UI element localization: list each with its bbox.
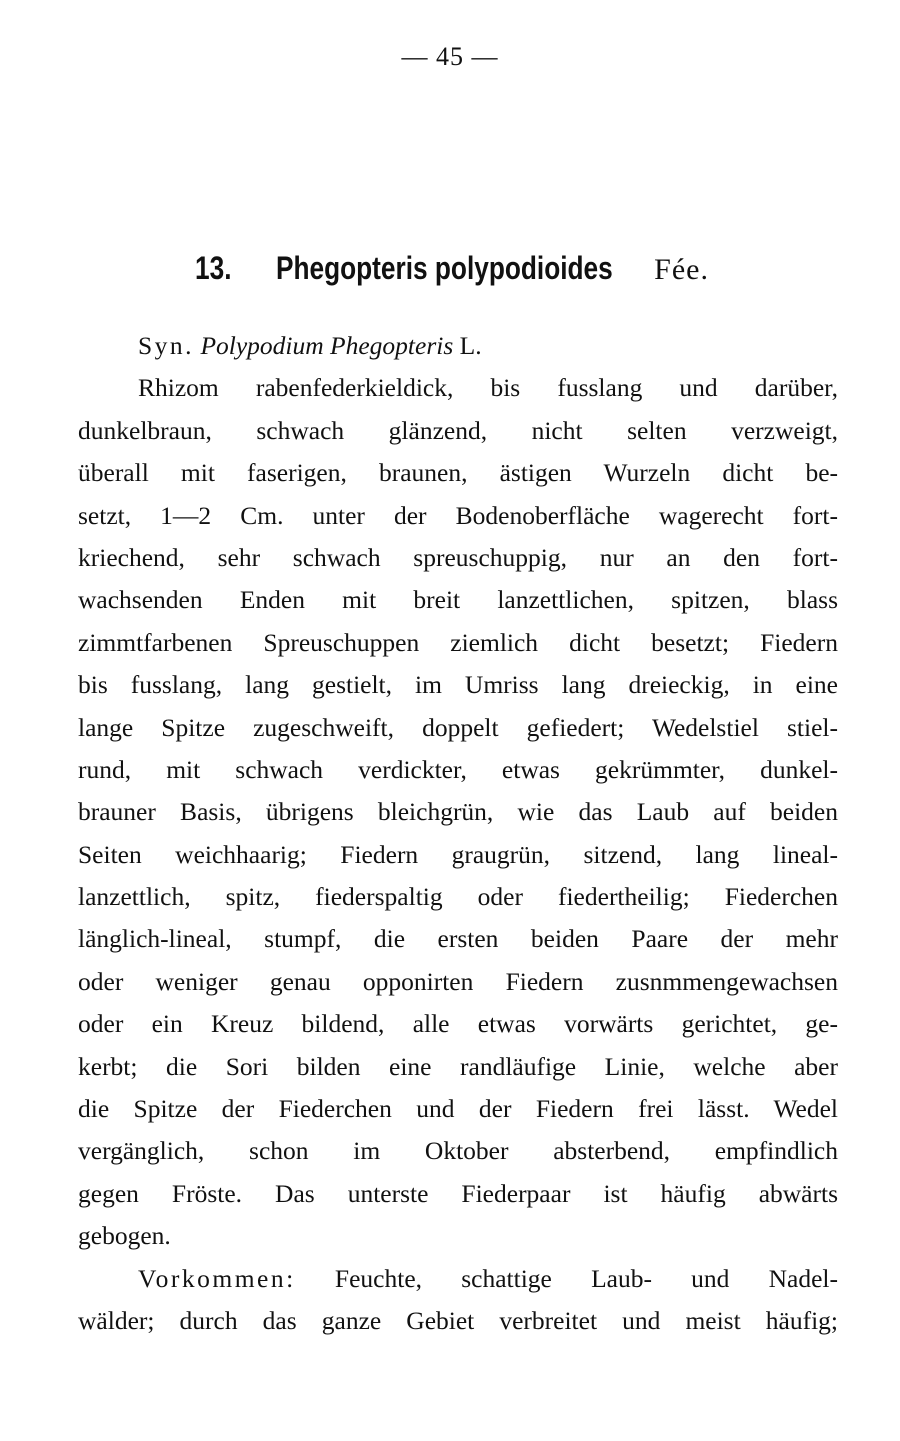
text-line: oder ein Kreuz bildend, alle etwas vorwärts gerichtet, ge- [78, 1009, 838, 1039]
occurrence-line [78, 1258, 838, 1300]
text-line: gegen Fröste. Das unterste Fiederpaar ist häufig abwärts [78, 1178, 838, 1208]
synonym-line [78, 325, 838, 367]
page-number: — 45 — [401, 42, 499, 71]
synonym-name: Polypodium Phegopteris [200, 331, 454, 360]
text-line: vergänglich, schon im Oktober absterbend, empfindlich [78, 1136, 838, 1166]
text-line: Seiten weichhaarig; Fiedern graugrün, sitzend, lang lineal- [78, 839, 838, 869]
text-line: dunkelbraun, schwach glänzend, nicht selten verzweigt, [78, 415, 838, 445]
species-name: Phegopteris polypodioides [276, 250, 614, 286]
text-line: wachsenden Enden mit breit lanzettlichen, spitzen, blass [78, 585, 838, 615]
text-line: die Spitze der Fiederchen und der Fiedern frei lässt. Wedel [78, 1094, 838, 1124]
text-line: oder weniger genau opponirten Fiedern zusnmmengewachsen [78, 966, 838, 996]
species-heading [0, 250, 900, 287]
text-line: kerbt; die Sori bilden eine randläufige Linie, welche aber [78, 1051, 838, 1081]
text-line: zimmtfarbenen Spreuschuppen ziemlich dicht besetzt; Fiedern [78, 627, 838, 657]
synonym-author: L. [459, 331, 482, 360]
text-line: rund, mit schwach verdickter, etwas gekrümmter, dunkel- [78, 754, 838, 784]
text-line: lanzettlich, spitz, fiederspaltig oder fiedertheilig; Fiederchen [78, 882, 838, 912]
text-line: bis fusslang, lang gestielt, im Umriss lang dreieckig, in eine [78, 670, 838, 700]
text-line: lange Spitze zugeschweift, doppelt gefiedert; Wedelstiel stiel- [78, 712, 838, 742]
species-number: 13. [194, 250, 232, 286]
occurrence-text: Feuchte, schattige Laub- und Nadel- [334, 1263, 839, 1293]
text-line: brauner Basis, übrigens bleichgrün, wie das Laub auf beiden [78, 797, 838, 827]
text-line: überall mit faserigen, braunen, ästigen Wurzeln dicht be- [78, 458, 838, 488]
text-line: gebogen. [78, 1221, 171, 1251]
occurrence-label: Vorkommen: [138, 1263, 296, 1293]
occurrence-line-2: wälder; durch das ganze Gebiet verbreitet und meist häufig; [78, 1305, 838, 1335]
species-author: Fée. [654, 253, 709, 286]
species-description [78, 325, 838, 1342]
text-line: länglich-lineal, stumpf, die ersten beiden Paare der mehr [78, 924, 838, 954]
synonym-label: Syn. [138, 331, 195, 360]
text-line: Rhizom rabenfederkieldick, bis fusslang und darüber, [138, 373, 838, 403]
text-line: kriechend, sehr schwach spreuschuppig, nur an den fort- [78, 542, 838, 572]
text-line: setzt, 1—2 Cm. unter der Bodenoberfläche wagerecht fort- [78, 500, 838, 530]
